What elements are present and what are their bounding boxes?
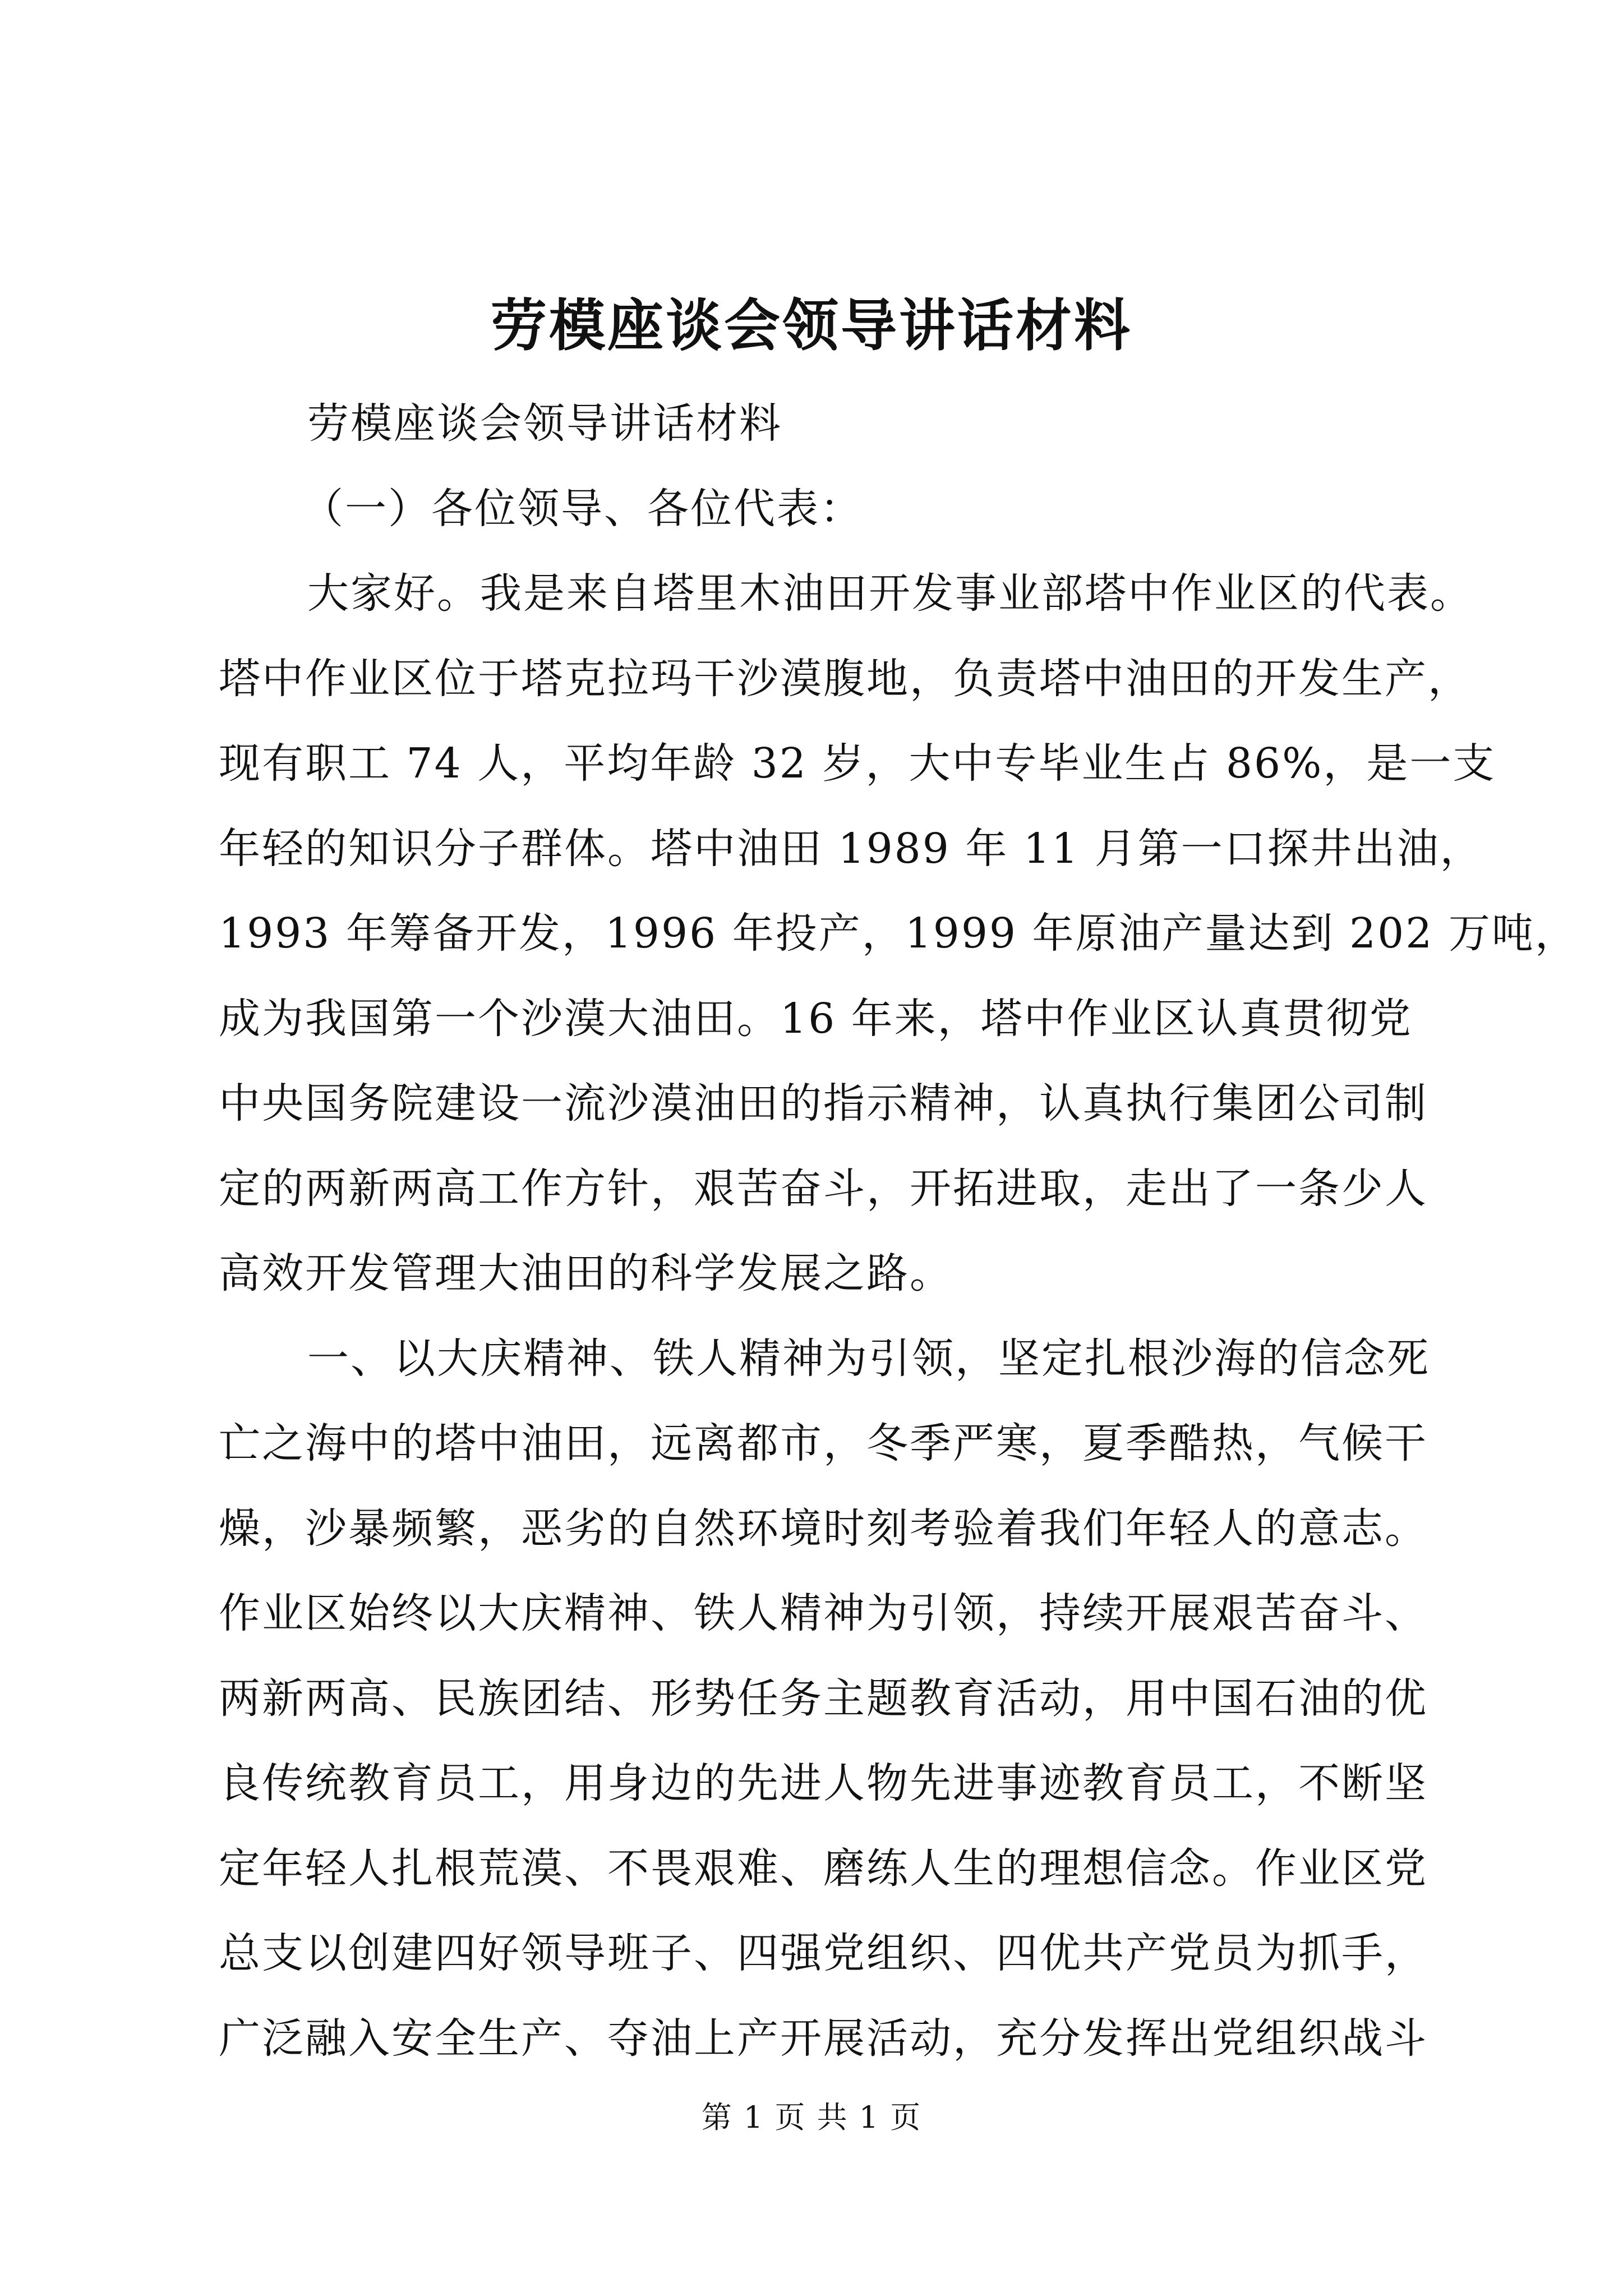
- document-body: [219, 381, 1578, 2081]
- paragraph-line: 1993 年筹备开发，1996 年投产，1999 年原油产量达到 202 万吨，: [219, 909, 1578, 958]
- salutation-line: （一）各位领导、各位代表：: [302, 484, 863, 533]
- paragraph-line: 大家好。我是来自塔里木油田开发事业部塔中作业区的代表。: [307, 569, 1473, 618]
- paragraph-line: 年轻的知识分子群体。塔中油田 1989 年 11 月第一口探井出油，: [219, 824, 1483, 873]
- paragraph-line: 高效开发管理大油田的科学发展之路。: [219, 1249, 953, 1297]
- paragraph-line: 亡之海中的塔中油田，远离都市，冬季严寒，夏季酷热，气候干: [219, 1419, 1428, 1467]
- paragraph-line: 广泛融入安全生产、夺油上产开展活动，充分发挥出党组织战斗: [219, 2014, 1428, 2063]
- paragraph-line: 塔中作业区位于塔克拉玛干沙漠腹地，负责塔中油田的开发生产，: [219, 654, 1471, 703]
- paragraph-line: 作业区始终以大庆精神、铁人精神为引领，持续开展艰苦奋斗、: [219, 1589, 1428, 1637]
- page-footer: 第 1 页 共 1 页: [701, 2100, 922, 2135]
- paragraph-line: 总支以创建四好领导班子、四强党组织、四优共产党员为抓手，: [219, 1929, 1428, 1977]
- paragraph-line: 定的两新两高工作方针，艰苦奋斗，开拓进取，走出了一条少人: [219, 1164, 1428, 1213]
- paragraph-line: 两新两高、民族团结、形势任务主题教育活动，用中国石油的优: [219, 1674, 1428, 1723]
- paragraph-line: 定年轻人扎根荒漠、不畏艰难、磨练人生的理想信念。作业区党: [219, 1844, 1428, 1893]
- section-heading-line: 一、以大庆精神、铁人精神为引领，坚定扎根沙海的信念死: [307, 1334, 1430, 1383]
- document-title: 劳模座谈会领导讲话材料: [491, 292, 1132, 358]
- subtitle-line: 劳模座谈会领导讲话材料: [307, 399, 782, 448]
- paragraph-line: 现有职工 74 人，平均年龄 32 岁，大中专毕业生占 86%，是一支: [219, 739, 1496, 788]
- paragraph-line: 良传统教育员工，用身边的先进人物先进事迹教育员工，不断坚: [219, 1759, 1428, 1807]
- paragraph-line: 中央国务院建设一流沙漠油田的指示精神，认真执行集团公司制: [219, 1079, 1428, 1128]
- paragraph-line: 成为我国第一个沙漠大油田。16 年来，塔中作业区认真贯彻党: [219, 994, 1413, 1043]
- paragraph-line: 燥，沙暴频繁，恶劣的自然环境时刻考验着我们年轻人的意志。: [219, 1504, 1428, 1553]
